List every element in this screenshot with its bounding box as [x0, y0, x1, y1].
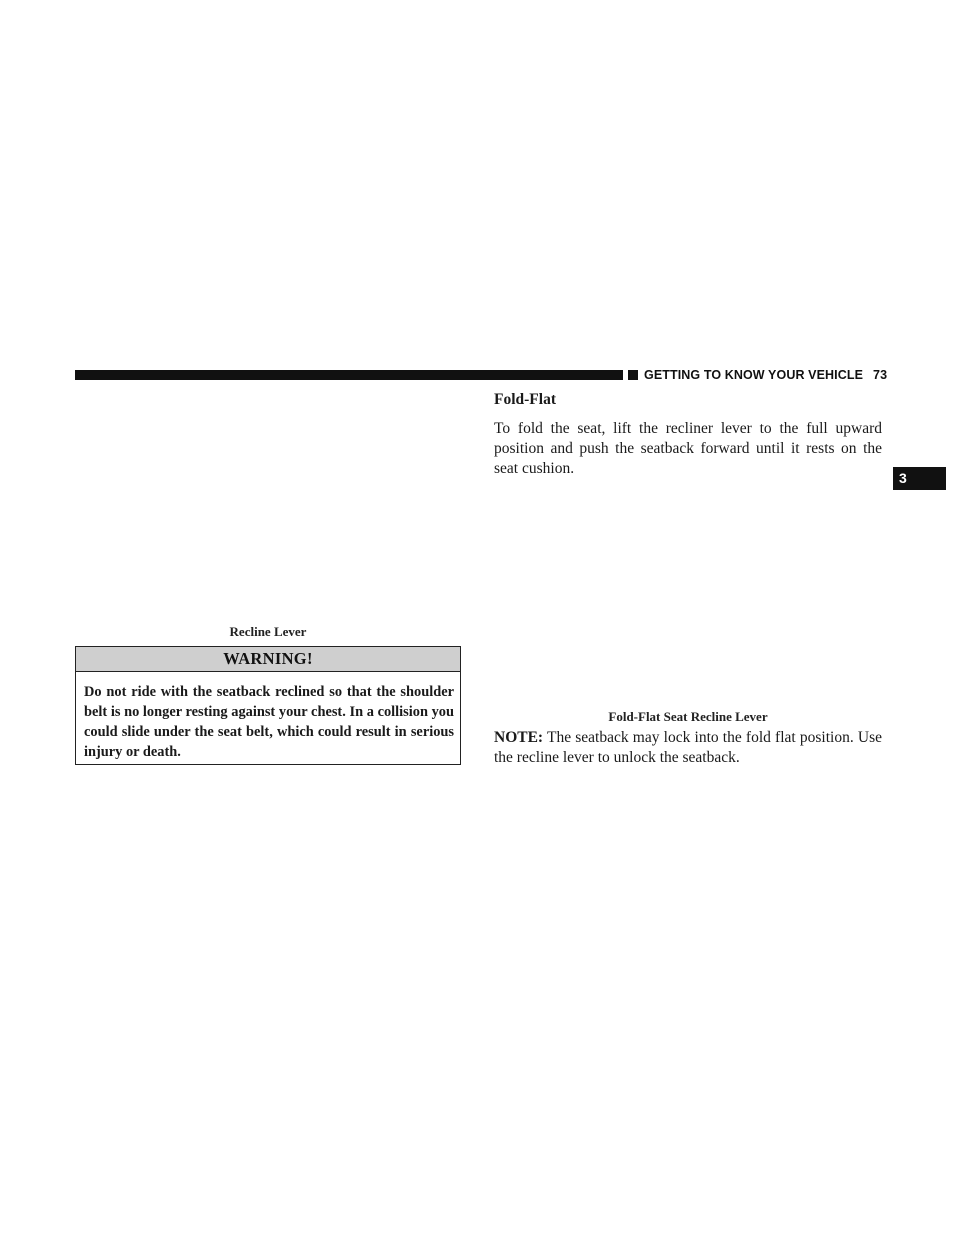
note-paragraph [494, 728, 882, 768]
warning-title: WARNING! [76, 647, 460, 672]
header-square-marker [628, 370, 638, 380]
section-title-fold-flat: Fold-Flat [494, 391, 556, 408]
header-section-title: GETTING TO KNOW YOUR VEHICLE [644, 368, 864, 382]
running-header [644, 366, 887, 384]
warning-box [75, 646, 461, 765]
note-label: NOTE: [494, 729, 544, 746]
fold-flat-paragraph: To fold the seat, lift the recliner lever to the full upward position and push the seatback forward until it rests on the seat cushion. [494, 420, 882, 477]
warning-text: Do not ride with the seatback reclined so that the shoulder belt is no longer resting against your chest. In a collision you could slide under the seat belt, which could result in serious injury or death. [84, 684, 454, 760]
header-rule [75, 370, 623, 380]
chapter-tab [893, 467, 946, 490]
note-text: The seatback may lock into the fold flat position. Use the recline lever to unlock the seatback. [494, 729, 882, 766]
chapter-number: 3 [899, 470, 907, 486]
recline-lever-caption: Recline Lever [229, 624, 307, 639]
fold-flat-lever-caption: Fold-Flat Seat Recline Lever [608, 709, 768, 724]
page-number: 73 [873, 368, 888, 382]
